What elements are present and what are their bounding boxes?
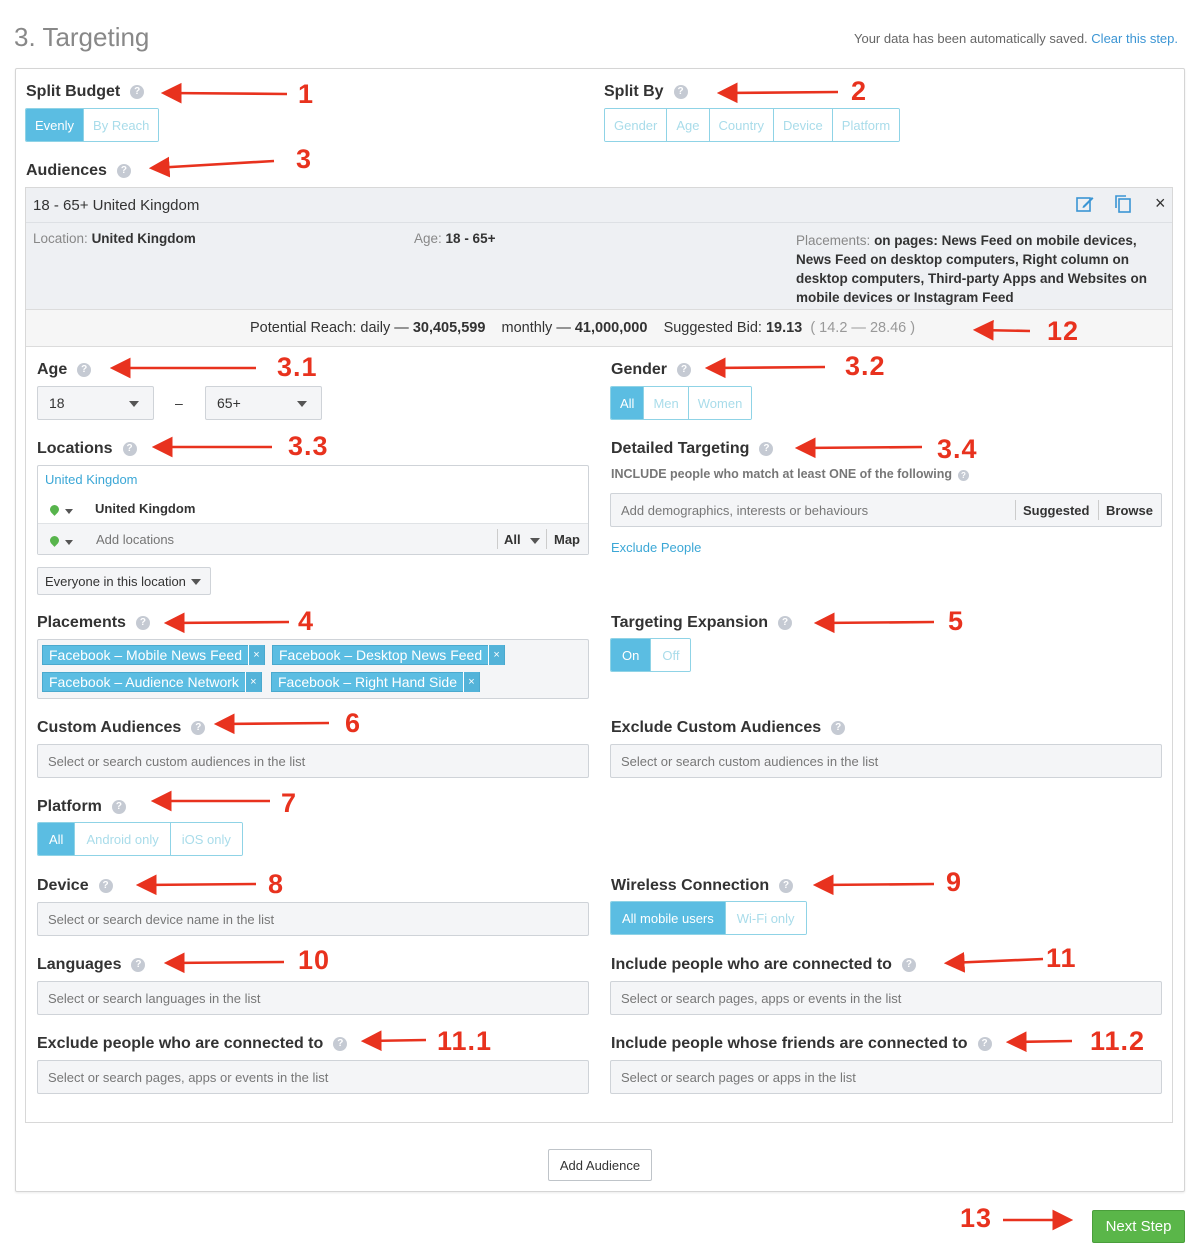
help-icon[interactable]: ? — [130, 85, 144, 99]
gender-label: Gender ? — [611, 361, 691, 379]
annotation-label: 6 — [345, 708, 362, 738]
autosave-status — [854, 31, 1178, 46]
split-by-country[interactable]: Country — [709, 109, 774, 141]
chevron-down-icon — [129, 401, 139, 407]
annotation-label: 3 — [296, 144, 313, 174]
annotation-label: 3.1 — [277, 352, 318, 382]
location-pin-icon[interactable] — [50, 501, 73, 519]
map-button[interactable]: Map — [554, 532, 580, 547]
help-icon[interactable]: ? — [99, 879, 113, 893]
annotation-label: 13 — [960, 1203, 993, 1233]
gender-women[interactable]: Women — [688, 387, 752, 419]
help-icon[interactable]: ? — [77, 363, 91, 377]
placements-label: Placements ? — [37, 614, 150, 632]
split-budget-by-reach[interactable]: By Reach — [83, 109, 158, 141]
potential-reach: Potential Reach: daily — 30,405,599 monthly — 41,000,000 Suggested Bid: 19.13 ( 14.2 — 28.46 ) — [250, 320, 916, 336]
summary-location: Location: United Kingdom — [33, 231, 196, 246]
chevron-down-icon — [530, 538, 540, 544]
friends-connected-input[interactable]: Select or search pages or apps in the list — [610, 1060, 1162, 1094]
help-icon[interactable]: ? — [759, 442, 773, 456]
split-by-platform[interactable]: Platform — [832, 109, 899, 141]
annotation-label: 11.2 — [1090, 1026, 1146, 1056]
split-budget-toggle — [25, 108, 159, 142]
exclude-people-link[interactable]: Exclude People — [611, 540, 702, 555]
annotation-label: 11 — [1046, 943, 1077, 973]
split-by-device[interactable]: Device — [773, 109, 832, 141]
chevron-down-icon — [191, 579, 201, 585]
gender-toggle — [610, 386, 752, 420]
wireless-connection-label: Wireless Connection ? — [611, 877, 793, 895]
languages-label: Languages ? — [37, 956, 145, 974]
help-icon[interactable]: ? — [674, 85, 688, 99]
annotation-label: 9 — [946, 867, 963, 897]
wireless-toggle — [610, 901, 807, 935]
split-budget-label: Split Budget ? — [26, 83, 144, 101]
summary-placements: Placements: on pages: News Feed on mobile devices, News Feed on desktop computers, Right column on desktop computers, Third-party Apps and Websites on mobile devices or Instagram Feed — [796, 233, 1148, 305]
targeting-expansion-toggle — [610, 638, 691, 672]
annotation-label: 8 — [268, 869, 285, 899]
annotation-label: 4 — [298, 606, 315, 636]
audience-card-title: 18 - 65+ United Kingdom — [33, 197, 200, 214]
location-filter-select[interactable]: All — [504, 532, 540, 547]
platform-all[interactable]: All — [38, 823, 74, 855]
add-locations-input[interactable] — [90, 527, 490, 551]
languages-input[interactable]: Select or search languages in the list — [37, 981, 589, 1015]
detailed-targeting-label: Detailed Targeting ? — [611, 440, 773, 458]
help-icon[interactable]: ? — [117, 164, 131, 178]
help-icon[interactable]: ? — [123, 442, 137, 456]
locations-label: Locations ? — [37, 440, 137, 458]
split-by-gender[interactable]: Gender — [605, 109, 666, 141]
platform-android[interactable]: Android only — [74, 823, 169, 855]
annotation-label: 2 — [851, 76, 868, 106]
help-icon[interactable]: ? — [831, 721, 845, 735]
age-separator: – — [175, 395, 183, 411]
close-icon[interactable]: × — [1155, 193, 1166, 213]
suggested-button[interactable]: Suggested — [1023, 503, 1090, 518]
help-icon[interactable]: ? — [191, 721, 205, 735]
chevron-down-icon — [297, 401, 307, 407]
exclude-connected-input[interactable]: Select or search pages, apps or events in the list — [37, 1060, 589, 1094]
annotation-label: 1 — [298, 79, 315, 109]
exclude-connected-label: Exclude people who are connected to ? — [37, 1035, 347, 1053]
split-budget-evenly[interactable]: Evenly — [26, 109, 83, 141]
platform-toggle — [37, 822, 243, 856]
help-icon[interactable]: ? — [136, 616, 150, 630]
location-group-link[interactable]: United Kingdom — [45, 472, 138, 487]
age-label: Age ? — [37, 361, 91, 379]
help-icon[interactable]: ? — [677, 363, 691, 377]
annotation-label: 3.4 — [937, 434, 978, 464]
platform-ios[interactable]: iOS only — [170, 823, 242, 855]
annotation-label: 12 — [1047, 316, 1080, 346]
wireless-all[interactable]: All mobile users — [611, 902, 725, 934]
platform-label: Platform ? — [37, 798, 126, 816]
include-connected-input[interactable]: Select or search pages, apps or events in the list — [610, 981, 1162, 1015]
help-icon[interactable]: ? — [112, 800, 126, 814]
placement-tag: Facebook – Desktop News Feed × — [272, 645, 505, 665]
annotation-label: 3.3 — [288, 431, 329, 461]
annotation-label: 11.1 — [437, 1026, 493, 1056]
placement-tag: Facebook – Right Hand Side × — [271, 672, 480, 692]
exclude-custom-audiences-input[interactable]: Select or search custom audiences in the list — [610, 744, 1162, 778]
gender-men[interactable]: Men — [643, 387, 687, 419]
detailed-targeting-input[interactable]: Add demographics, interests or behaviours — [610, 493, 1162, 527]
annotation-label: 7 — [281, 788, 298, 818]
gender-all[interactable]: All — [611, 387, 643, 419]
next-step-button[interactable]: Next Step — [1092, 1210, 1185, 1243]
custom-audiences-label: Custom Audiences ? — [37, 719, 205, 737]
help-icon[interactable]: ? — [131, 958, 145, 972]
targeting-expansion-label: Targeting Expansion ? — [611, 614, 792, 632]
split-by-age[interactable]: Age — [666, 109, 708, 141]
duplicate-icon[interactable] — [1114, 194, 1132, 219]
detailed-targeting-subtitle: INCLUDE people who match at least ONE of the following ? — [611, 467, 969, 481]
split-by-label: Split By ? — [604, 83, 688, 101]
location-scope-select[interactable]: Everyone in this location — [37, 567, 211, 595]
help-icon[interactable]: ? — [902, 958, 916, 972]
clear-step-link[interactable]: Clear this step. — [1091, 31, 1178, 46]
friends-connected-label: Include people whose friends are connected to ? — [611, 1035, 992, 1053]
annotation-label: 3.2 — [845, 351, 886, 381]
autosave-text: Your data has been automatically saved. — [853, 31, 1088, 46]
help-icon[interactable]: ? — [778, 616, 792, 630]
browse-button[interactable]: Browse — [1106, 503, 1153, 518]
summary-age: Age: 18 - 65+ — [414, 231, 496, 246]
wireless-wifi[interactable]: Wi-Fi only — [725, 902, 806, 934]
remove-icon[interactable]: × — [488, 645, 504, 665]
placement-tag: Facebook – Audience Network × — [42, 672, 262, 692]
help-icon[interactable]: ? — [333, 1037, 347, 1051]
location-pin-icon[interactable] — [50, 532, 73, 550]
location-item: United Kingdom — [95, 501, 196, 516]
age-max-select[interactable]: 65+ — [205, 386, 322, 420]
page-title: 3. Targeting — [14, 22, 150, 52]
exclude-custom-audiences-label: Exclude Custom Audiences ? — [611, 719, 845, 737]
help-icon[interactable]: ? — [958, 470, 969, 481]
placement-tag: Facebook – Mobile News Feed × — [42, 645, 265, 665]
device-label: Device ? — [37, 877, 113, 895]
annotation-label: 5 — [948, 606, 965, 636]
expansion-on[interactable]: On — [611, 639, 650, 671]
device-input[interactable]: Select or search device name in the list — [37, 902, 589, 936]
remove-icon[interactable]: × — [463, 672, 479, 692]
split-by-toggle — [604, 108, 900, 142]
include-connected-label: Include people who are connected to ? — [611, 956, 916, 974]
custom-audiences-input[interactable]: Select or search custom audiences in the list — [37, 744, 589, 778]
help-icon[interactable]: ? — [978, 1037, 992, 1051]
remove-icon[interactable]: × — [248, 645, 264, 665]
edit-icon[interactable] — [1075, 194, 1095, 219]
audiences-label: Audiences ? — [26, 162, 131, 180]
help-icon[interactable]: ? — [779, 879, 793, 893]
remove-icon[interactable]: × — [245, 672, 261, 692]
annotation-label: 10 — [298, 945, 331, 975]
add-audience-button[interactable]: Add Audience — [548, 1149, 652, 1181]
expansion-off[interactable]: Off — [650, 639, 690, 671]
age-min-select[interactable]: 18 — [37, 386, 154, 420]
